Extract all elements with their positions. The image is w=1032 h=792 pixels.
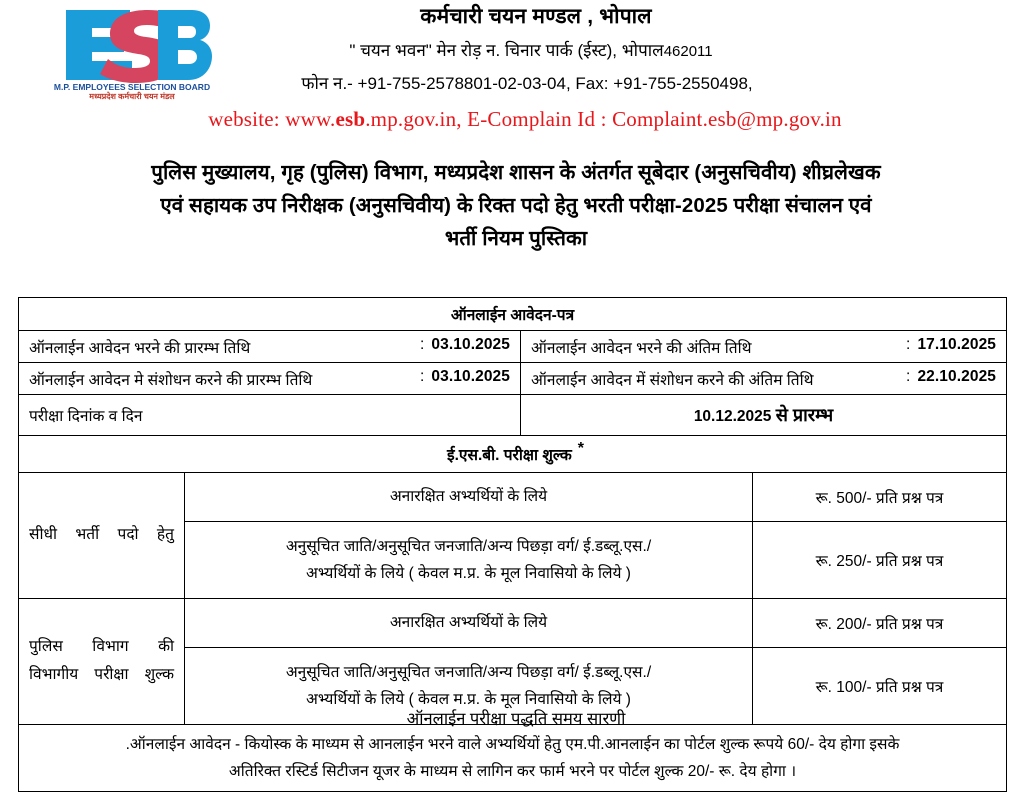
esb-logo (52, 4, 212, 102)
exam-date-label: परीक्षा दिनांक व दिन (19, 395, 521, 436)
organization-website-line (18, 107, 1032, 132)
table-row (19, 724, 1007, 791)
page-header (0, 0, 1032, 150)
correction-end-label: ऑनलाईन आवेदन में संशोधन करने की अंतिम तिथि (531, 371, 814, 389)
fee-amount-250: रू. 250/- प्रति प्रश्न पत्र (753, 521, 1007, 598)
address-pin: 462011 (663, 43, 713, 61)
correction-start-value: : 03.10.2025 (420, 367, 510, 385)
fee-amount-500: रू. 500/- प्रति प्रश्न पत्र (753, 472, 1007, 521)
fee-desc-reserved-2-line1: अनुसूचित जाति/अनुसूचित जनजाति/अन्य पिछड़ा वर्ग/ ई.डब्लू.एस./ (285, 663, 652, 681)
end-date-cell (521, 331, 1007, 363)
correction-start-date-cell (19, 363, 521, 395)
fee-amount-100: रू. 100/- प्रति प्रश्न पत्र (753, 647, 1007, 724)
exam-schedule-heading: ऑनलाईन परीक्षा पद्धति समय सारणी (406, 710, 626, 728)
esb-logo-icon (52, 4, 212, 102)
exam-date-value (521, 395, 1007, 436)
fee-desc-unreserved-2: अनारक्षित अभ्यर्थियों के लिये (185, 598, 753, 647)
fee-table-heading (19, 435, 1007, 472)
table-row (19, 472, 1007, 521)
table-row (19, 298, 1007, 331)
correction-end-date-cell (521, 363, 1007, 395)
start-date-value: : 03.10.2025 (420, 335, 510, 353)
fee-category-direct-recruitment: सीधी भर्ती पदो हेतु (19, 472, 185, 598)
table-row (19, 435, 1007, 472)
fee-desc-reserved-1 (185, 521, 753, 598)
fee-heading-asterisk: * (577, 439, 585, 457)
portal-fee-note (19, 724, 1007, 791)
table-row (19, 363, 1007, 395)
correction-start-label: ऑनलाईन आवेदन मे संशोधन करने की प्रारम्भ तिथि (29, 371, 313, 389)
exam-fee-table (18, 435, 1007, 792)
document-title (0, 150, 1032, 256)
document-title-line-3: भर्ती नियम पुस्तिका (444, 227, 588, 251)
organization-name: कर्मचारी चयन मण्डल , भोपाल (420, 5, 652, 28)
portal-fee-note-line2: अतिरिक्त रस्टिर्ड सिटीजन यूजर के माध्यम से लागिन कर फार्म भरने पर पोर्टल शुल्क 20/- रू. देय होगा । (228, 762, 797, 780)
fee-desc-unreserved-1: अनारक्षित अभ्यर्थियों के लिये (185, 472, 753, 521)
online-form-heading: ऑनलाईन आवेदन-पत्र (19, 298, 1007, 331)
address-text: " चयन भवन" मेन रोड़ न. चिनार पार्क (ईस्ट), भोपाल (349, 41, 664, 61)
website-esb: esb (335, 107, 366, 132)
online-application-table (18, 297, 1007, 436)
fee-desc-reserved-2-line2: अभ्यर्थियों के लिये ( केवल म.प्र. के मूल निवासियो के लिये ) (306, 690, 631, 708)
fee-desc-reserved-1-line1: अनुसूचित जाति/अनुसूचित जनजाति/अन्य पिछड़ा वर्ग/ ई.डब्लू.एस./ (285, 537, 652, 555)
end-date-value: : 17.10.2025 (906, 335, 997, 353)
fee-desc-reserved-1-line2: अभ्यर्थियों के लिये ( केवल म.प्र. के मूल निवासियो के लिये ) (306, 564, 631, 582)
logo-hindi-caption: मध्यप्रदेश कर्मचारी चयन मंडल (89, 92, 175, 101)
logo-english-caption: M.P. EMPLOYEES SELECTION BOARD (53, 82, 211, 92)
website-suffix: .mp.gov.in, E-Complain Id : Complaint.esb@mp.gov.in (365, 107, 842, 132)
website-prefix: website: www. (208, 107, 336, 132)
organization-phone: फोन न.- +91-755-2578801-02-03-04, Fax: +91-755-2550498, (301, 73, 753, 93)
end-date-label: ऑनलाईन आवेदन भरने की अंतिम तिथि (531, 339, 752, 357)
fee-category-police-departmental: पुलिस विभाग की विभागीय परीक्षा शुल्क (19, 598, 185, 724)
fee-amount-200: रू. 200/- प्रति प्रश्न पत्र (753, 598, 1007, 647)
start-date-label: ऑनलाईन आवेदन भरने की प्रारम्भ तिथि (29, 339, 251, 357)
table-row (19, 395, 1007, 436)
fee-heading-text: ई.एस.बी. परीक्षा शुल्क (447, 446, 572, 464)
portal-fee-note-line1: .ऑनलाईन आवेदन - कियोस्क के माध्यम से आनलाईन भरने वाले अभ्यर्थियों हेतु एम.पी.आनलाईन का पोर्टल शुल्क रूपये 60/- देय होगा इसके (125, 735, 900, 753)
correction-end-value: : 22.10.2025 (906, 367, 997, 385)
exam-date-text: से प्रारम्भ (775, 405, 834, 425)
exam-date-number: 10.12.2025 (693, 408, 772, 425)
table-row (19, 598, 1007, 647)
table-row (19, 331, 1007, 363)
document-title-line-1: पुलिस मुख्यालय, गृह (पुलिस) विभाग, मध्यप्रदेश शासन के अंतर्गत सूबेदार (अनुसचिवीय) शीघ्रलेखक (151, 161, 881, 184)
start-date-cell (19, 331, 521, 363)
document-title-line-2: एवं सहायक उप निरीक्षक (अनुसचिवीय) के रिक्त पदो हेतु भरती परीक्षा-2025 परीक्षा संचालन एवं (160, 194, 872, 218)
